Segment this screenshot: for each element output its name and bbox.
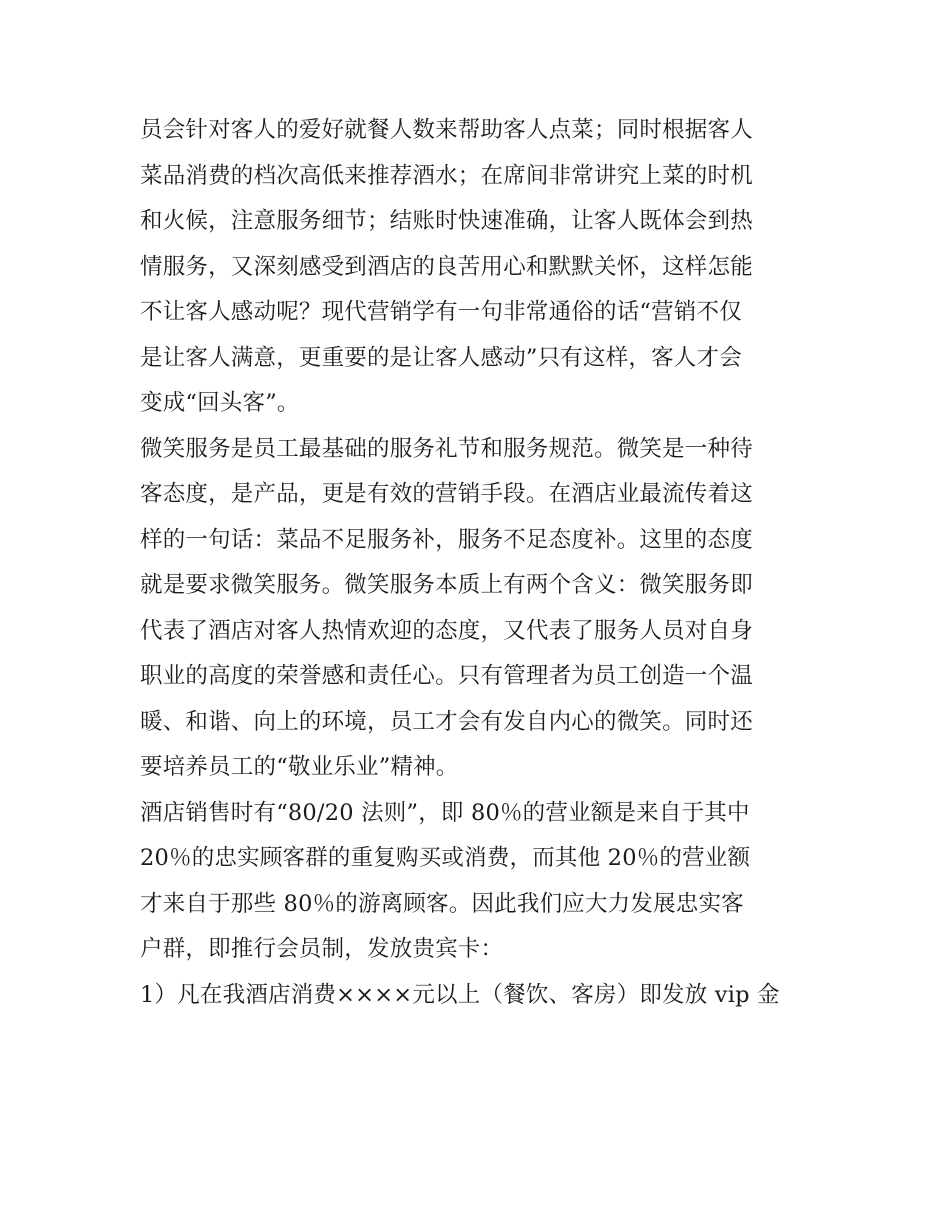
text-line: 暖、和谐、向上的环境，员工才会有发自内心的微笑。同时还 [140,708,753,735]
text-line: 样的一句话：菜品不足服务补，服务不足态度补。这里的态度 [140,526,753,553]
text-line: 户群，即推行会员制，发放贵宾卡： [140,936,504,962]
text-line: 情服务，又深刻感受到酒店的良苦用心和默默关怀，这样怎能 [140,253,753,280]
text-line: 菜品消费的档次高低来推荐酒水；在席间非常讲究上菜的时机 [140,162,753,189]
paragraph-80-20-rule [140,791,820,973]
text-line: 客态度，是产品，更是有效的营销手段。在酒店业最流传着这 [140,481,753,507]
text-line: 20％的忠实顾客群的重复购买或消费，而其他 20％的营业额 [140,845,751,871]
paragraph-service-details [140,108,820,427]
text-line: 变成“回头客”。 [140,390,300,416]
text-line: 酒店销售时有“80/20 法则”，即 80％的营业额是来自于其中 [140,799,750,826]
text-line: 要培养员工的“敬业乐业”精神。 [140,754,459,780]
text-line: 职业的高度的荣誉感和责任心。只有管理者为员工创造一个温 [140,663,753,689]
text-line: 才来自于那些 80％的游离顾客。因此我们应大力发展忠实客 [140,890,744,917]
text-line: 不让客人感动呢？现代营销学有一句非常通俗的话“营销不仅 [140,299,742,325]
text-line: 微笑服务是员工最基础的服务礼节和服务规范。微笑是一种待 [140,435,753,462]
text-line: 就是要求微笑服务。微笑服务本质上有两个含义：微笑服务即 [140,572,753,598]
text-line: 员会针对客人的爱好就餐人数来帮助客人点菜；同时根据客人 [140,117,753,143]
text-line: 和火候，注意服务细节；结账时快速准确，让客人既体会到热 [140,208,753,234]
paragraph-smile-service [140,427,820,791]
text-line: 代表了酒店对客人热情欢迎的态度，又代表了服务人员对自身 [140,617,753,644]
text-line: 1）凡在我酒店消费××××元以上（餐饮、客房）即发放 vip 金 [140,981,780,1008]
list-item-vip-card [140,973,820,1019]
text-line: 是让客人满意，更重要的是让客人感动”只有这样，客人才会 [140,344,742,371]
document-body [140,108,820,1018]
